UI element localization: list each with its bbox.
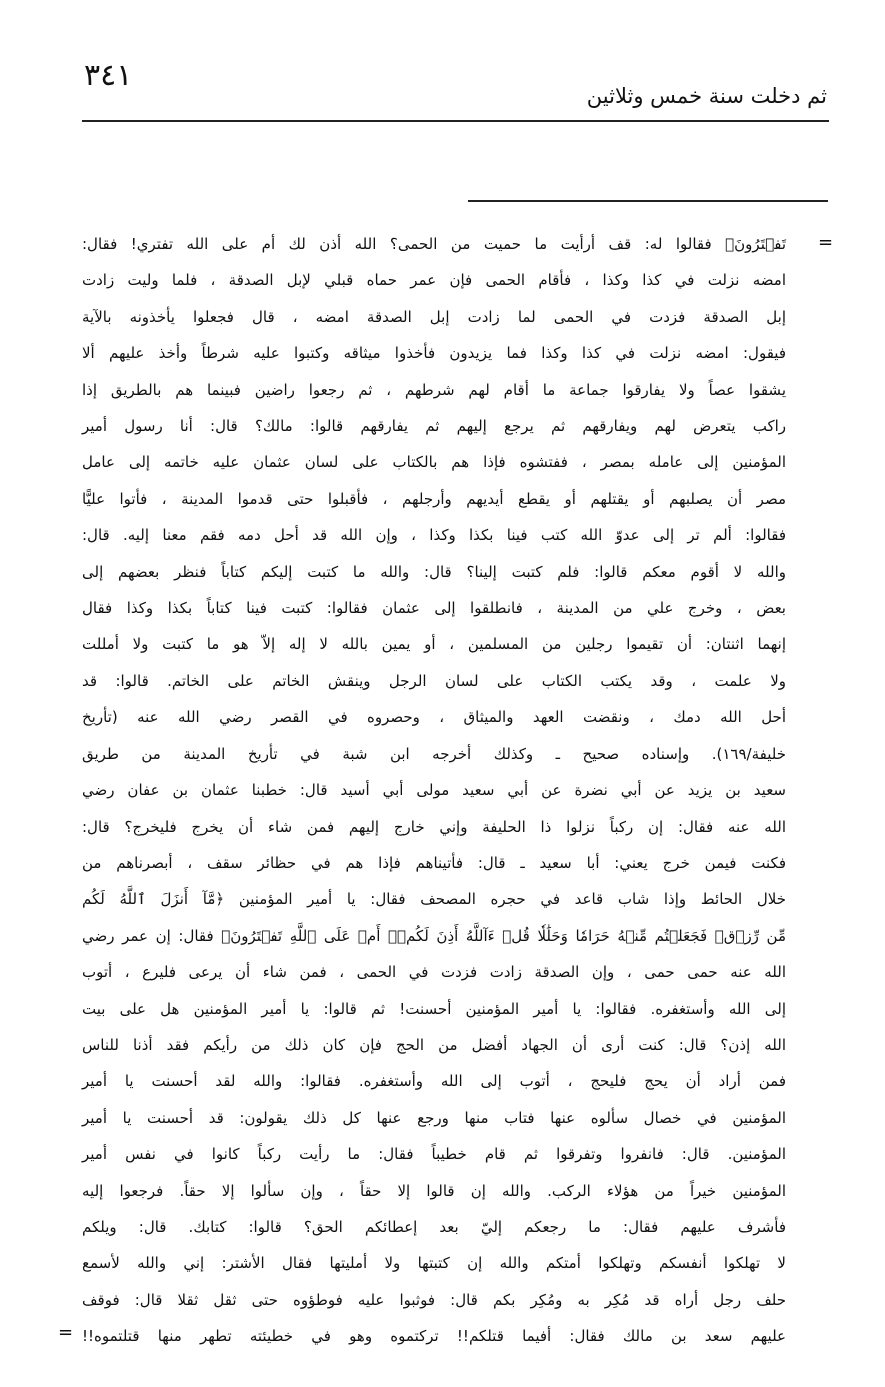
page-number: ٣٤١ xyxy=(84,58,133,93)
text-line: المؤمنين في خصال سألوه عنها فتاب منها ورجع عنها كل ذلك يقولون: قد أحسنت يا أمير xyxy=(82,1108,786,1127)
text-line: المؤمنين. قال: فانفروا وتفرقوا ثم قام خطيباً فقال: ما رأيت ركباً كانوا في نفس أمير xyxy=(82,1145,786,1164)
text-line: لا تهلكوا أنفسكم وتهلكوا أمتكم والله إن كتبتها ولا أمليتها فقال الأشتر: إني والله لأسمع xyxy=(82,1254,786,1273)
text-line: فقالوا: ألم تر إلى عدوّ الله كتب فينا بكذا وكذا ، وإن الله قد أحل دمه فقم معنا إليه. قال: xyxy=(82,526,786,545)
text-line: عليهم سعد بن مالك فقال: أفيما قتلكم!! تركتموه وهو في خطيئته تطهر منها قتلتموه!! xyxy=(82,1327,786,1346)
text-line: بعض ، وخرج علي من المدينة ، فانطلقوا إلى عثمان فقالوا: كتبت فينا كتاباً بكذا وكذا فقال xyxy=(82,599,786,618)
continuation-mark-end: = xyxy=(58,1322,74,1343)
text-line: ولا علمت ، وقد يكتب الكتاب على لسان الرجل وينقش الخاتم على الخاتم. قالوا: قد xyxy=(82,671,786,690)
text-line: إنهما اثنتان: أن تقيموا رجلين من المسلمين ، أو يمين بالله لا إله إلاّ هو ما كتبت ولا أمللت xyxy=(82,635,786,654)
text-line: الله عنه حمى حمى ، وإن الصدقة زادت فزدت في الحمى ، فمن شاء أن يرعى فليرع ، أتوب xyxy=(82,963,786,982)
text-line: سعيد بن يزيد عن أبي نضرة عن أبي سعيد مولى أبي أسيد قال: خطبنا عثمان بن عفان رضي xyxy=(82,781,786,800)
text-line: فمن أراد أن يحج فليحج ، أتوب إلى الله وأستغفره. فقالوا: والله لقد أحسنت يا أمير xyxy=(82,1072,786,1091)
text-line: تَفۡتَرُونَ﴾ فقالوا له: قف أرأيت ما حميت من الحمى؟ الله أذن لك أم على الله تفتري! فقال: xyxy=(82,235,786,253)
text-line: خليفة/١٦٩). وإسناده صحيح ـ وكذلك أخرجه ابن شبة في تأريخ المدينة من طريق xyxy=(82,744,786,763)
text-line: إلى الله وأستغفره. فقالوا: يا أمير المؤمنين أحسنت! ثم قالوا: يا أمير المؤمنين هل على بيت xyxy=(82,999,786,1018)
text-line: يشقوا عصاً ولا يفارقوا جماعة ما أقام لهم شرطهم ، ثم رجعوا راضين فبينما هم بالطريق إذا xyxy=(82,380,786,399)
text-line: الله إذن؟ قال: كنت أرى أن الجهاد أفضل من الحج فإن كان ذلك من رأيكم فقد أذنا للناس xyxy=(82,1035,786,1054)
text-line: والله لا أقوم معكم قالوا: فلم كتبت إلينا؟ قال: والله ما كتبت إليكم كتاباً فنظر بعضهم إلى xyxy=(82,562,786,581)
text-line: خلال الحائط وإذا شاب قاعد في حجره المصحف فقال: يا أمير المؤمنين ﴿مَّآ أَنزَلَ ٱللَّهُ لَكُم xyxy=(82,890,786,909)
text-line: إبل الصدقة فزدت في الحمى لما زادت إبل الصدقة امضه ، قال فجعلوا يأخذونه بالآية xyxy=(82,307,786,326)
text-line: الله عنه فقال: إن ركباً نزلوا ذا الحليفة وإني خارج إليهم فمن شاء أن يخرج فليخرج؟ قال: xyxy=(82,817,786,836)
text-line: أحل الله دمك ، ونقضت العهد والميثاق ، وحصروه في القصر رضي الله عنه (تأريخ xyxy=(82,708,786,727)
text-line: المؤمنين خيراً من هؤلاء الركب. والله إن قالوا إلا حقاً ، وإن سألوا إلا حقاً. فرجعوا إليه xyxy=(82,1181,786,1200)
text-line: فيقول: امضه نزلت في كذا وكذا فما يزيدون فأخذوا ميثاقه وكتبوا عليه شرطاً وأخذ عليهم ألا xyxy=(82,344,786,363)
text-line: امضه نزلت في كذا وكذا ، فأقام الحمى فإن عمر حماه قبلي لإبل الصدقة ، فلما وليت زادت xyxy=(82,271,786,290)
header-rule xyxy=(82,120,829,122)
text-line: فأشرف عليهم فقال: ما رجعكم إليّ بعد إعطائكم الحق؟ قالوا: كتابك. قال: ويلكم xyxy=(82,1217,786,1236)
text-line: حلف رجل أراه قد مُكِر به ومُكِر بكم قال: فوثبوا عليه فوطؤوه حتى ثقل ثقلا قال: فوقف xyxy=(82,1290,786,1309)
text-line: مِّن رِّزۡقٖ فَجَعَلۡتُم مِّنۡهُ حَرَامٗا وَحَلَٰلٗا قُلۡ ءَآللَّهُ أَذِنَ لَكُمۡۖ أَمۡ عَلَى ٱللَّهِ تَفۡتَرُونَ﴾ فقال: إن عمر رضي xyxy=(82,926,786,945)
text-line: راكب يتعرض لهم ويفارقهم ثم يرجع إليهم ثم يفارقهم قالوا: مالك؟ قال: أنا رسول أمير xyxy=(82,417,786,436)
footnote-text xyxy=(82,226,786,1355)
footnote-rule xyxy=(468,200,828,202)
running-title: ثم دخلت سنة خمس وثلاثين xyxy=(586,84,827,108)
continuation-mark-start: = xyxy=(818,232,834,253)
text-line: المؤمنين إلى عامله بمصر ، ففتشوه فإذا هم بالكتاب على لسان عثمان عليه خاتمه إلى عامل xyxy=(82,453,786,472)
text-line: مصر أن يصلبهم أو يقتلهم أو يقطع أيديهم وأرجلهم ، فأقبلوا حتى قدموا المدينة ، فأتوا عليًّا xyxy=(82,489,786,508)
text-line: فكنت فيمن خرج يعني: أبا سعيد ـ قال: فأتيناهم فإذا هم في حظائر سقف ، أبصرناهم من xyxy=(82,853,786,872)
